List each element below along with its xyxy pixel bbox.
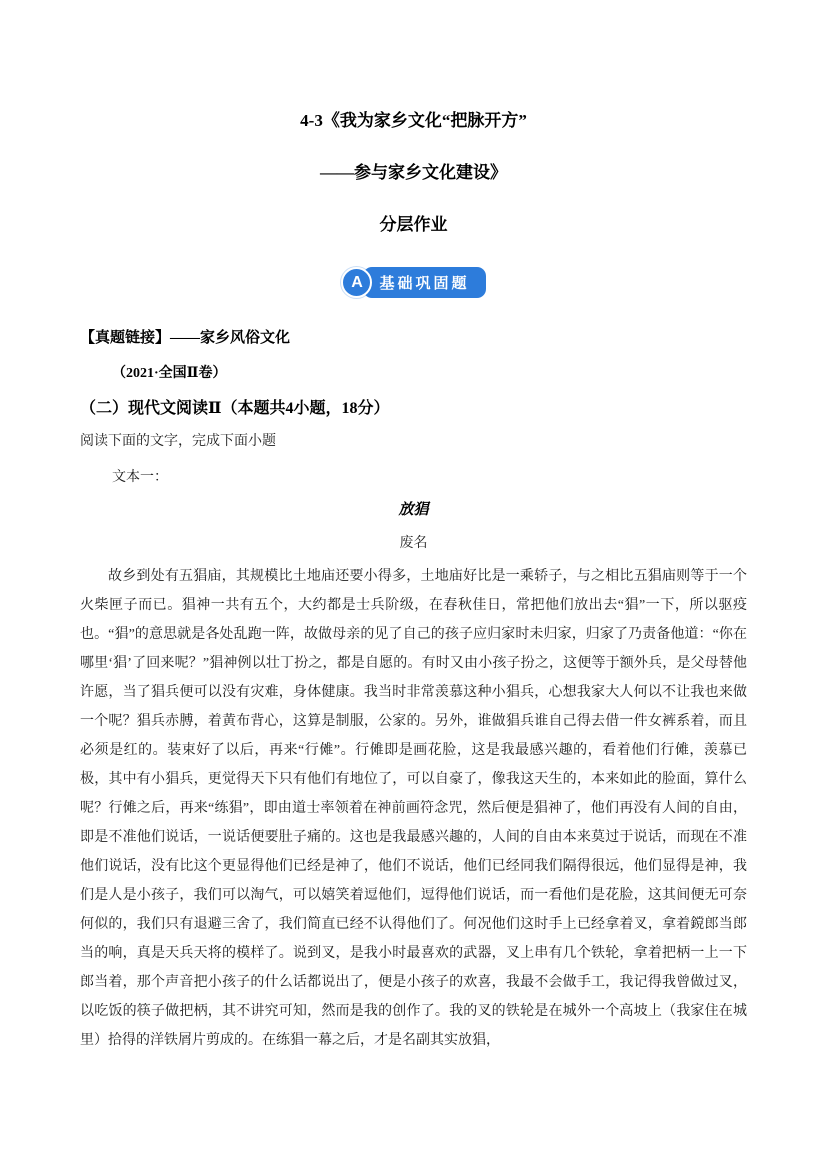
- reading-instruction: 阅读下面的文字，完成下面小题: [80, 434, 276, 449]
- level-a-badge-row: [80, 267, 747, 298]
- essay-author: 废名: [399, 536, 428, 551]
- document-title-line-3: 分层作业: [379, 215, 448, 234]
- text-one-label: 文本一：: [112, 470, 168, 485]
- document-title-line-2: ——参与家乡文化建设》: [320, 163, 507, 182]
- exam-source-label: （2021·全国Ⅱ卷）: [112, 366, 227, 381]
- essay-body-paragraph: 故乡到处有五猖庙，其规模比土地庙还要小得多，土地庙好比是一乘轿子，与之相比五猖庙则等于一个火柴匣子而已。猖神一共有五个，大约都是士兵阶级，在春秋佳日，常把他们放出去“猖”一下，所以驱疫也。“猖”的意思就是各处乱跑一阵，故做母亲的见了自己的孩子应归家时未归家，归家了乃责备他道：“你在哪里‘猖’了回来呢？”猖神例以壮丁扮之，都是自愿的。有时又由小孩子扮之，这便等于额外兵，是父母替他许愿，当了猖兵便可以没有灾难，身体健康。我当时非常羡慕这种小猖兵，心想我家大人何以不让我也来做一个呢？猖兵赤膊，着黄布背心，这算是制服，公家的。另外，谁做猖兵谁自己得去借一件女裤系着，而且必须是红的。装束好了以后，再来“行傩”。行傩即是画花脸，这是我最感兴趣的，看着他们行傩，羡慕已极，其中有小猖兵，更觉得天下只有他们有地位了，可以自豪了，像我这天生的，本来如此的脸面，算什么呢？行傩之后，再来“练猖”，即由道士率领着在神前画符念咒，然后便是猖神了，他们再没有人间的自由，即是不准他们说话，一说话便要肚子痛的。这也是我最感兴趣的，人间的自由本来莫过于说话，而现在不准他们说话，没有比这个更显得他们已经是神了，他们不说话，他们已经同我们隔得很远，他们显得是神，我们是人是小孩子，我们可以淘气，可以嬉笑着逗他们，逗得他们说话，而一看他们是花脸，这其间便无可奈何似的，我们只有退避三舍了，我们简直已经不认得他们了。何况他们这时手上已经拿着叉，拿着鎲郎当郎当的响，真是天兵天将的模样了。说到叉，是我小时最喜欢的武器，叉上串有几个铁轮，拿着把柄一上一下郎当着，那个声音把小孩子的什么话都说出了，便是小孩子的欢喜，我最不会做手工，我记得我曾做过叉，以吃饭的筷子做把柄，其不讲究可知，然而是我的创作了。我的叉的铁轮是在城外一个高坡上（我家住在城里）拾得的洋铁屑片剪成的。在练猖一幕之后，才是名副其实放猖，: [80, 569, 747, 1048]
- real-question-link-heading: 【真题链接】——家乡风俗文化: [80, 330, 291, 346]
- document-title-line-1: 4-3《我为家乡文化“把脉开方”: [300, 111, 527, 130]
- essay-title: 放猖: [398, 502, 429, 518]
- level-a-badge: [341, 267, 485, 298]
- reading-section-heading: （二）现代文阅读Ⅱ（本题共4小题，18分）: [80, 400, 390, 417]
- document-title: [80, 106, 747, 235]
- badge-letter-icon: A: [341, 267, 372, 298]
- badge-label: 基础巩固题: [363, 267, 485, 298]
